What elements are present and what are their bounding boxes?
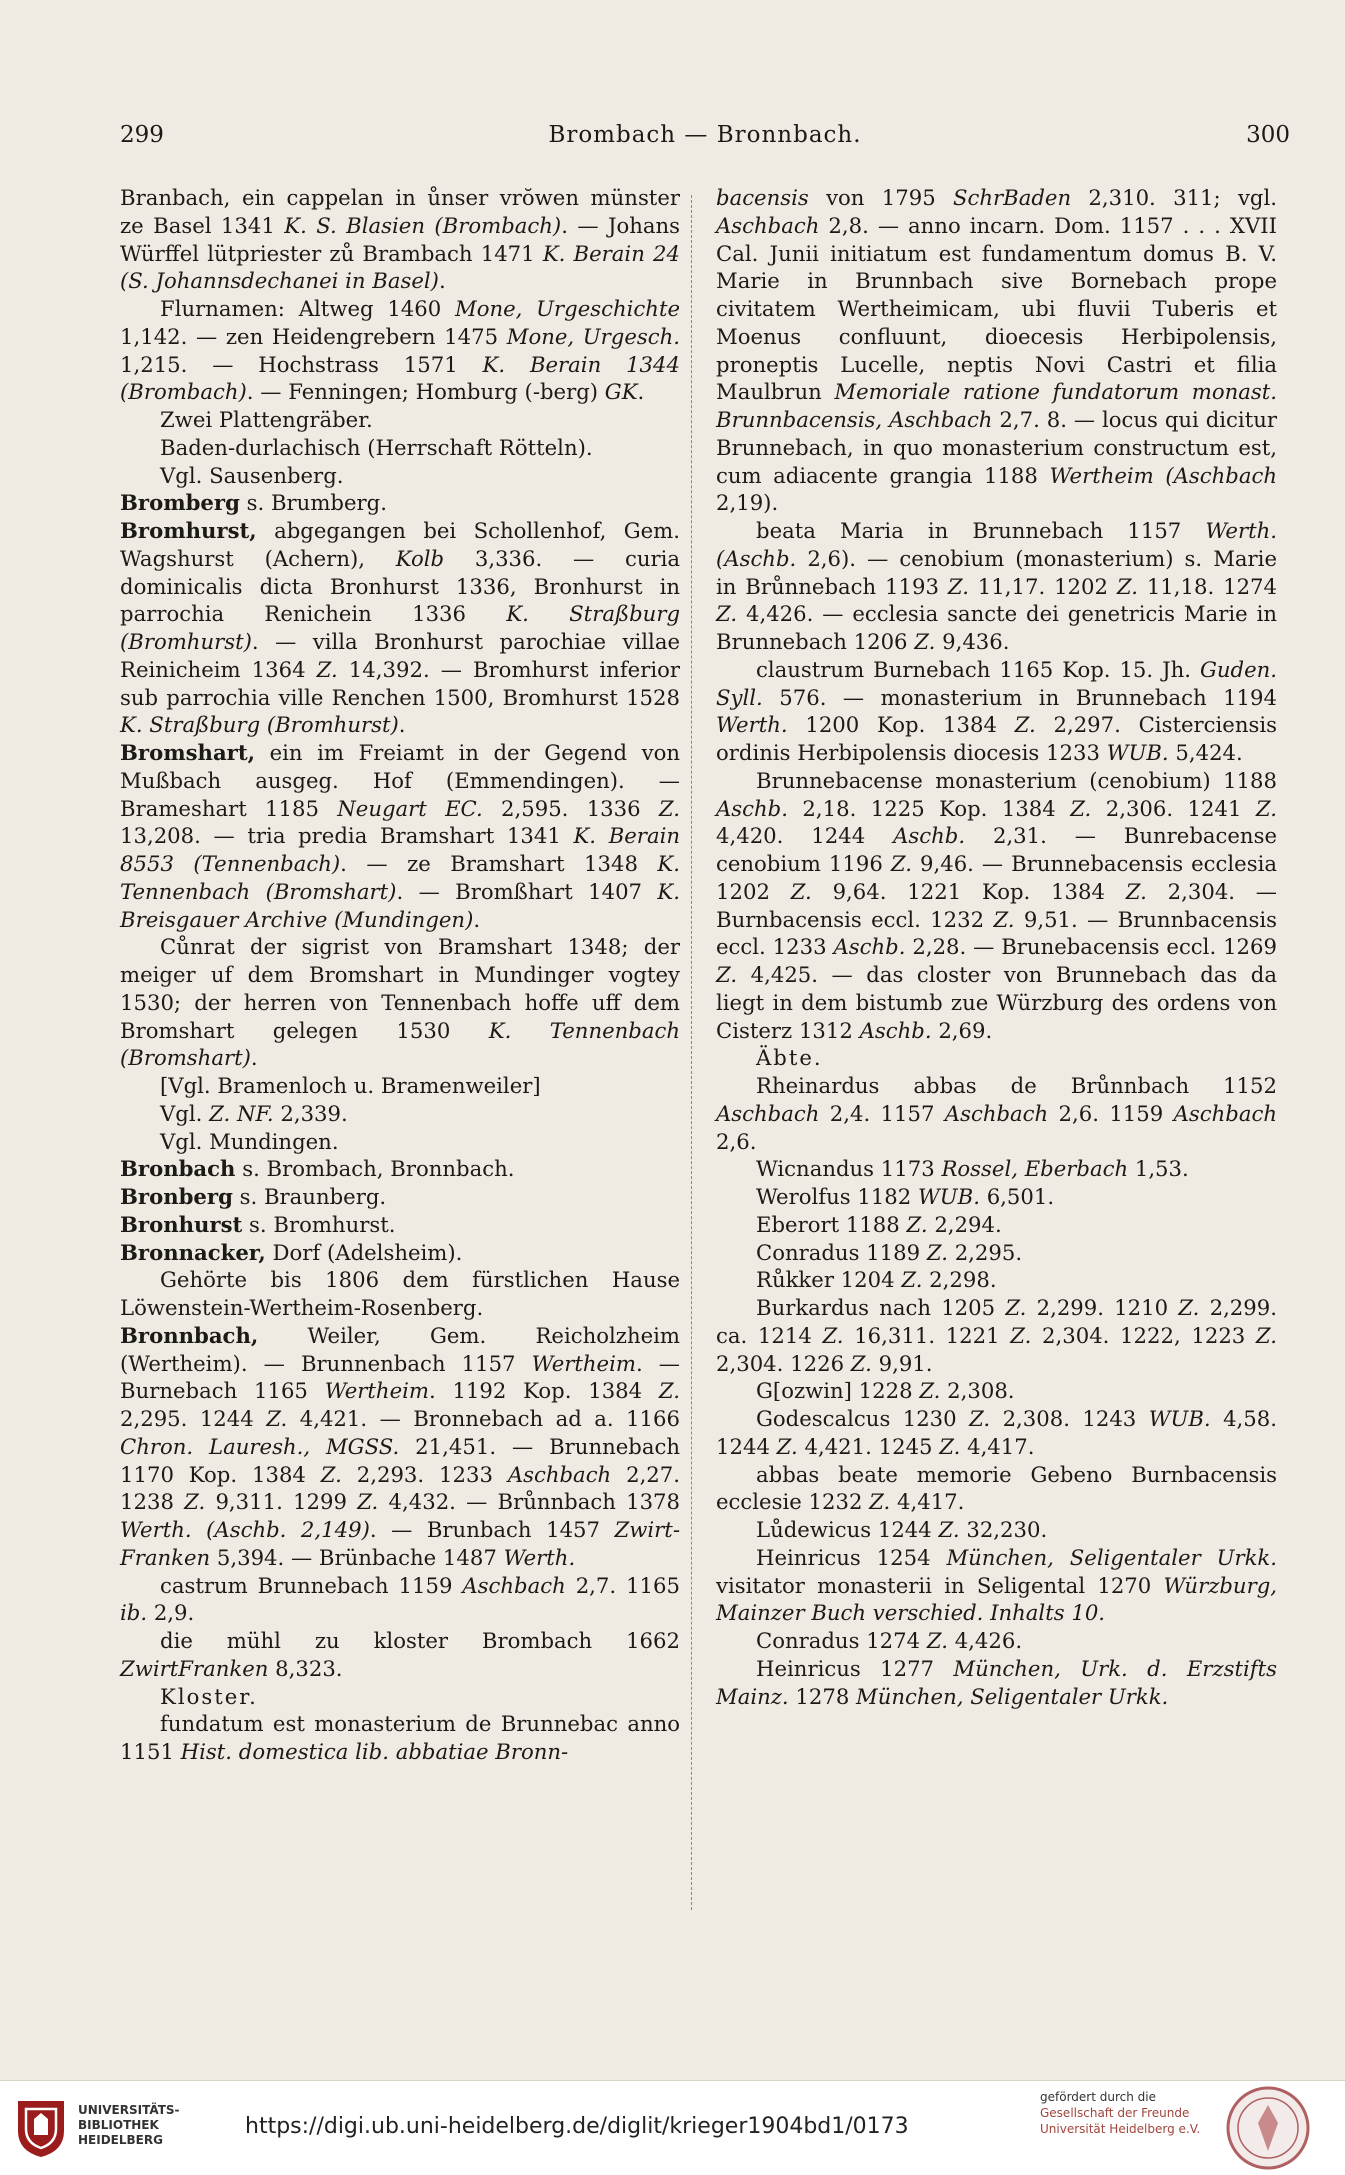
entry-paragraph: Branbach, ein cappelan in ůnser vrŏwen münster ze Basel 1341 K. S. Blasien (Brombach). — Johans Würffel lütpriester zů Brambach 1471 K. Berain 24 (S. Johannsdechanei in Basel).	[120, 185, 681, 294]
running-title: Brombach — Bronnbach.	[548, 122, 862, 148]
source-url-link[interactable]: https://digi.ub.uni-heidelberg.de/diglit/krieger1904bd1/0173	[245, 2114, 909, 2139]
library-name: UNIVERSITÄTS- BIBLIOTHEK HEIDELBERG	[78, 2103, 180, 2147]
entry-paragraph: Godescalcus 1230 Z. 2,308. 1243 WUB. 4,58. 1244 Z. 4,421. 1245 Z. 4,417.	[716, 1406, 1277, 1459]
entry-paragraph: Conradus 1189 Z. 2,295.	[756, 1239, 1023, 1265]
entry-paragraph: Conradus 1274 Z. 4,426.	[756, 1628, 1023, 1653]
entry-paragraph: Werolfus 1182 WUB. 6,501.	[756, 1184, 1055, 1209]
page-number-left: 299	[120, 122, 164, 148]
right-column	[716, 184, 1277, 1710]
entry-paragraph: bacensis von 1795 SchrBaden 2,310. 311; vgl. Aschbach 2,8. — anno incarn. Dom. 1157 . . . XVII Cal. Junii initiatum est fundamentum domus B. V. Marie in Brunnbach sive Bornebach prope civitatem Wertheimicam, ubi fluvii Tuberis et Moenus confluunt, dioecesis Herbipolensis, proneptis Lucelle, neptis Novi Castri et filia Maulbrun Memoriale ratione fundatorum monast. Brunnbacensis, Aschbach 2,7. 8. — locus qui dicitur Brunnebach, in quo monasterium constructum est, cum adiacente grangia 1188 Wertheim (Aschbach 2,19).	[716, 185, 1278, 516]
entry-paragraph: abbas beate memorie Gebeno Burnbacensis ecclesie 1232 Z. 4,417.	[716, 1461, 1277, 1515]
entry-paragraph: Bromshart, ein im Freiamt in der Gegend von Mußbach ausgeg. Hof (Emmendingen). — Brameshart 1185 Neugart EC. 2,595. 1336 Z. 13,208. — tria predia Bramshart 1341 K. Berain 8553 (Tennenbach). — ze Bramshart 1348 K. Tennenbach (Bromshart). — Bromßhart 1407 K. Breisgauer Archive (Mundingen).	[120, 740, 680, 932]
entry-paragraph: Eberort 1188 Z. 2,294.	[756, 1211, 1002, 1237]
page-header	[120, 122, 1290, 162]
entry-paragraph: Brunnebacense monasterium (cenobium) 1188 Aschb. 2,18. 1225 Kop. 1384 Z. 2,306. 1241 Z. 4,420. 1244 Aschb. 2,31. — Bunrebacense cenobium 1196 Z. 9,46. — Brunnebacensis ecclesia 1202 Z. 9,64. 1221 Kop. 1384 Z. 2,304. — Burnbacensis eccl. 1232 Z. 9,51. — Brunnbacensis eccl. 1233 Aschb. 2,28. — Brunebacensis eccl. 1269 Z. 4,425. — das closter von Brunnebach das da liegt in dem bistumb zue Würzburg des ordens von Cisterz 1312 Aschb. 2,69.	[716, 767, 1277, 1043]
footer-bar	[0, 2080, 1345, 2175]
entry-paragraph: G[ozwin] 1228 Z. 2,308.	[756, 1378, 1015, 1404]
entry-paragraph: Bromhurst, abgegangen bei Schollenhof, Gem. Wagshurst (Achern), Kolb 3,336. — curia dominicalis dicta Bronhurst 1336, Bronhurst in parrochia Renichein 1336 K. Straßburg (Bromhurst). — villa Bronhurst parochiae villae Reinicheim 1364 Z. 14,392. — Bromhurst inferior sub parrochia ville Renchen 1500, Bromhurst 1528 K. Straßburg (Bromhurst).	[120, 518, 681, 738]
entry-paragraph: Bronnbach, Weiler, Gem. Reicholzheim (Wertheim). — Brunnenbach 1157 Wertheim. — Burnebach 1165 Wertheim. 1192 Kop. 1384 Z. 2,295. 1244 Z. 4,421. — Bronnebach ad a. 1166 Chron. Lauresh., MGSS. 21,451. — Brunnebach 1170 Kop. 1384 Z. 2,293. 1233 Aschbach 2,27. 1238 Z. 9,311. 1299 Z. 4,432. — Brůnnbach 1378 Werth. (Aschb. 2,149). — Brunbach 1457 Zwirt-Franken 5,394. — Brünbache 1487 Werth.	[120, 1322, 681, 1570]
page-number-right: 300	[1246, 122, 1290, 148]
funding-note: gefördert durch die Gesellschaft der Freunde Universität Heidelberg e.V.	[1040, 2090, 1201, 2136]
entry-paragraph: beata Maria in Brunnebach 1157 Werth. (Aschb. 2,6). — cenobium (monasterium) s. Marie in Brůnnebach 1193 Z. 11,17. 1202 Z. 11,18. 1274 Z. 4,426. — ecclesia sancte dei genetricis Marie in Brunnebach 1206 Z. 9,436.	[716, 518, 1278, 654]
entry-paragraph: Lůdewicus 1244 Z. 32,230.	[756, 1517, 1048, 1542]
entry-paragraph: castrum Brunnebach 1159 Aschbach 2,7. 1165 ib. 2,9.	[120, 1572, 680, 1626]
entry-paragraph: Růkker 1204 Z. 2,298.	[756, 1267, 997, 1293]
entry-paragraph: Vgl. Z. NF. 2,339.	[160, 1100, 348, 1126]
entry-paragraph: die mühl zu kloster Brombach 1662 ZwirtFranken 8,323.	[120, 1628, 680, 1681]
entry-paragraph: Äbte.	[756, 1045, 823, 1071]
entry-paragraph: Bronbach s. Brombach, Bronnbach.	[120, 1156, 515, 1182]
entry-paragraph: Cůnrat der sigrist von Bramshart 1348; der meiger uf dem Bromshart in Mundinger vogtey 1530; der herren von Tennenbach hoffe uff dem Bromshart gelegen 1530 K. Tennenbach (Bromshart).	[120, 934, 680, 1071]
left-column	[120, 184, 680, 1766]
entry-paragraph: claustrum Burnebach 1165 Kop. 15. Jh. Guden. Syll. 576. — monasterium in Brunnebach 1194 Werth. 1200 Kop. 1384 Z. 2,297. Cisterciensis ordinis Herbipolensis diocesis 1233 WUB. 5,424.	[716, 656, 1277, 765]
entry-paragraph: Zwei Plattengräber.	[160, 407, 373, 432]
entry-paragraph: Flurnamen: Altweg 1460 Mone, Urgeschichte 1,142. — zen Heidengrebern 1475 Mone, Urgesch. 1,215. — Hochstrass 1571 K. Berain 1344 (Brombach). — Fenningen; Homburg (-berg) GK.	[120, 296, 680, 405]
entry-paragraph: Heinricus 1277 München, Urk. d. Erzstifts Mainz. 1278 München, Seligentaler Urkk.	[716, 1655, 1277, 1709]
entry-paragraph: Bronnacker, Dorf (Adelsheim).	[120, 1239, 463, 1265]
entry-paragraph: Vgl. Mundingen.	[160, 1128, 339, 1154]
entry-paragraph: Gehörte bis 1806 dem fürstlichen Hause Löwenstein-Wertheim-Rosenberg.	[120, 1267, 680, 1320]
entry-paragraph: Heinricus 1254 München, Seligentaler Urkk. visitator monasterii in Seligental 1270 Würzburg, Mainzer Buch verschied. Inhalts 10.	[716, 1544, 1277, 1626]
entry-paragraph: Bronhurst s. Bromhurst.	[120, 1211, 396, 1237]
entry-paragraph: Burkardus nach 1205 Z. 2,299. 1210 Z. 2,299. ca. 1214 Z. 16,311. 1221 Z. 2,304. 1222, 1223 Z. 2,304. 1226 Z. 9,91.	[716, 1295, 1278, 1376]
entry-paragraph: Rheinardus abbas de Brůnnbach 1152 Aschbach 2,4. 1157 Aschbach 2,6. 1159 Aschbach 2,6.	[716, 1073, 1277, 1154]
column-divider	[691, 195, 693, 1910]
university-seal-icon	[1225, 2085, 1311, 2171]
university-library-seal-icon	[14, 2097, 68, 2159]
entry-paragraph: Bronberg s. Braunberg.	[120, 1184, 387, 1209]
entry-paragraph: Baden-durlachisch (Herrschaft Rötteln).	[160, 434, 593, 460]
entry-paragraph: Wicnandus 1173 Rossel, Eberbach 1,53.	[756, 1156, 1189, 1182]
entry-paragraph: Kloster.	[160, 1683, 258, 1709]
entry-paragraph: Bromberg s. Brumberg.	[120, 490, 387, 516]
entry-paragraph: [Vgl. Bramenloch u. Bramenweiler]	[160, 1073, 541, 1098]
entry-paragraph: fundatum est monasterium de Brunnebac anno 1151 Hist. domestica lib. abbatiae Bronn-	[120, 1711, 680, 1764]
entry-paragraph: Vgl. Sausenberg.	[160, 462, 344, 488]
